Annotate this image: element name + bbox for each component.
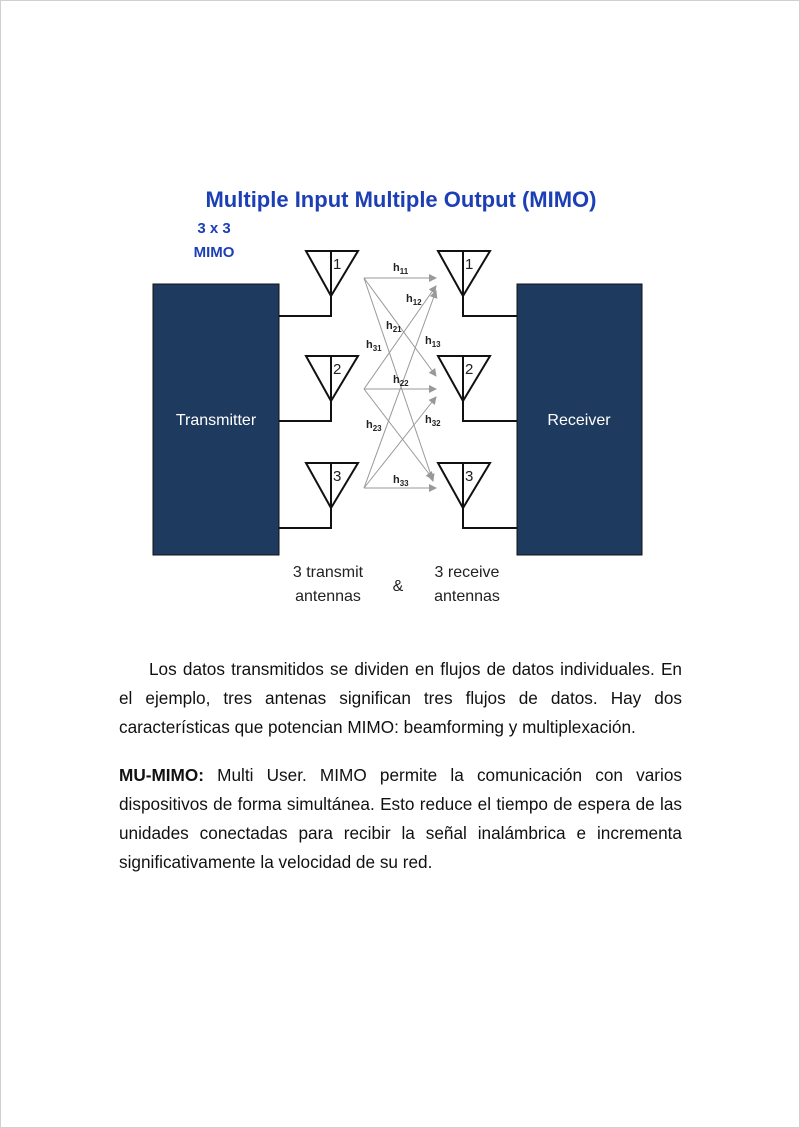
rx-antenna-1-icon: [438, 251, 517, 316]
channel-h11: $h_{11}$: [393, 262, 409, 276]
tx-antenna-1-number: 1: [333, 256, 342, 273]
tx-antenna-3-icon: [279, 463, 358, 528]
transmitter-label: Transmitter: [175, 412, 257, 429]
mimo-diagram: [141, 181, 661, 611]
diagram-subtitle-2: MIMO: [193, 244, 235, 261]
rx-antenna-3-icon: [438, 463, 517, 528]
channel-h13: $h_{13}$: [425, 335, 441, 349]
receiver-label: Receiver: [547, 412, 611, 429]
channel-h22: $h_{22}$: [393, 374, 409, 388]
channel-h31: $h_{31}$: [366, 339, 382, 353]
tx-caption-1: 3 transmit: [292, 564, 364, 581]
rx-antenna-1-number: 1: [465, 256, 474, 273]
diagram-subtitle-1: 3 x 3: [197, 220, 231, 237]
paragraph-2-text: Multi User. MIMO permite la comunicación con varios dispositivos de forma simultánea. Esto reduce el tiempo de espera de las unidades conectadas para recibir la señal inalámbrica e incrementa significativamente la velocidad de su red.: [119, 765, 682, 872]
diagram-title: Multiple Input Multiple Output (MIMO): [205, 187, 597, 212]
tx-antenna-3-number: 3: [333, 468, 342, 485]
tx-antenna-2-icon: [279, 356, 358, 421]
channel-h32: $h_{32}$: [425, 414, 441, 428]
channel-h33: $h_{33}$: [393, 474, 409, 488]
paragraph-2: [119, 761, 682, 877]
rx-caption-2: antennas: [434, 588, 500, 605]
channel-h21: $h_{21}$: [386, 320, 402, 334]
rx-antenna-2-number: 2: [465, 361, 474, 378]
paragraph-2-term: MU-MIMO:: [119, 765, 204, 785]
rx-caption-1: 3 receive: [434, 564, 500, 581]
channel-h12: $h_{12}$: [406, 293, 422, 307]
paragraph-1: Los datos transmitidos se dividen en flujos de datos individuales. En el ejemplo, tres antenas significan tres flujos de datos. Hay dos características que potencian MIMO: beamforming y multiplexación.: [119, 659, 682, 737]
tx-caption-2: antennas: [295, 588, 361, 605]
rx-antenna-3-number: 3: [465, 468, 474, 485]
rx-antenna-2-icon: [438, 356, 517, 421]
tx-antenna-2-number: 2: [333, 361, 342, 378]
channel-h23: $h_{23}$: [366, 419, 382, 433]
tx-antenna-1-icon: [279, 251, 358, 316]
ampersand: &: [392, 578, 404, 595]
